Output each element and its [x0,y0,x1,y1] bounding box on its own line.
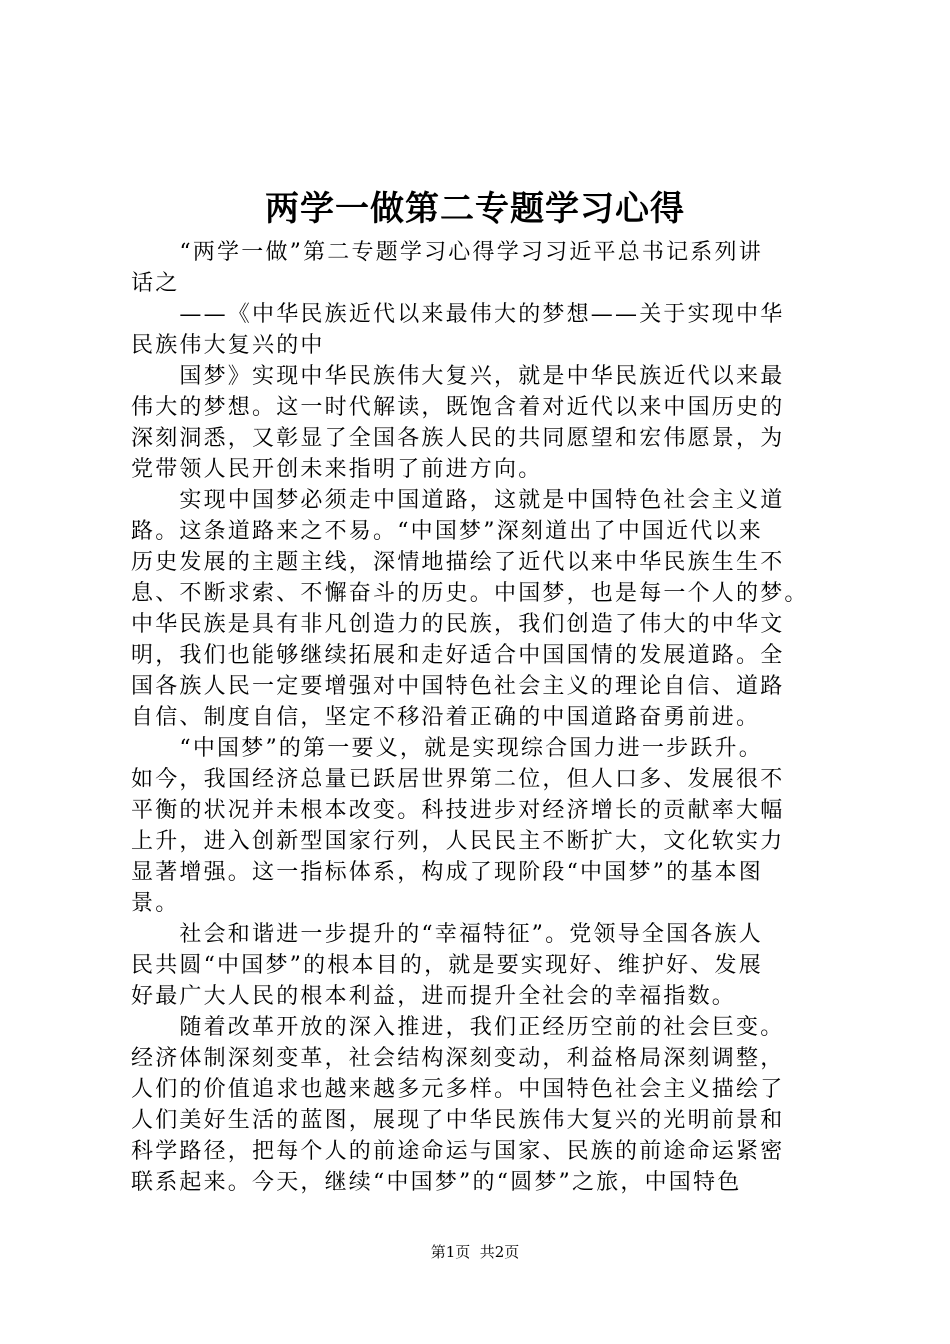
text-line: 深刻洞悉，又彰显了全国各族人民的共同愿望和宏伟愿景，为 [131,426,785,451]
text-line: “中国梦”的第一要义，就是实现综合国力进一步跃升。 [131,736,763,761]
text-line: 中华民族是具有非凡创造力的民族，我们创造了伟大的中华文 [131,612,785,637]
text-line: 经济体制深刻变革，社会结构深刻变动，利益格局深刻调整， [131,1046,785,1071]
text-line: ——《中华民族近代以来最伟大的梦想——关于实现中华 [131,302,785,327]
text-line: “两学一做”第二专题学习心得学习习近平总书记系列讲 [131,240,763,265]
text-line: 话之 [131,271,180,296]
text-line: 上升，进入创新型国家行列，人民民主不断扩大，文化软实力 [131,829,785,854]
text-line: 显著增强。这一指标体系，构成了现阶段“中国梦”的基本图 [131,860,763,885]
document-body [131,237,831,1198]
text-line: 息、不断求索、不懈奋斗的历史。中国梦，也是每一个人的梦。 [131,581,809,606]
text-line: 民族伟大复兴的中 [131,333,325,358]
text-line: 科学路径，把每个人的前途命运与国家、民族的前途命运紧密 [131,1139,785,1164]
text-line: 民共圆“中国梦”的根本目的，就是要实现好、维护好、发展 [131,953,763,978]
page-footer: 第1页 共2页 [430,1243,520,1261]
text-line: 国各族人民一定要增强对中国特色社会主义的理论自信、道路 [131,674,785,699]
text-line: 路。这条道路来之不易。“中国梦”深刻道出了中国近代以来 [131,519,763,544]
text-line: 好最广大人民的根本利益，进而提升全社会的幸福指数。 [131,984,737,1009]
text-line: 社会和谐进一步提升的“幸福特征”。党领导全国各族人 [131,922,763,947]
text-line: 如今，我国经济总量已跃居世界第二位，但人口多、发展很不 [131,767,785,792]
text-line: 人们的价值追求也越来越多元多样。中国特色社会主义描绘了 [131,1077,785,1102]
text-line: 明，我们也能够继续拓展和走好适合中国国情的发展道路。全 [131,643,785,668]
text-line: 伟大的梦想。这一时代解读，既饱含着对近代以来中国历史的 [131,395,785,420]
text-line: 联系起来。今天，继续“中国梦”的“圆梦”之旅，中国特色 [131,1170,742,1195]
text-line: 自信、制度自信，坚定不移沿着正确的中国道路奋勇前进。 [131,705,761,730]
text-line: 景。 [131,891,180,916]
text-line: 人们美好生活的蓝图，展现了中华民族伟大复兴的光明前景和 [131,1108,785,1133]
text-line: 历史发展的主题主线，深情地描绘了近代以来中华民族生生不 [131,550,785,575]
text-line: 国梦》实现中华民族伟大复兴，就是中华民族近代以来最 [131,364,785,389]
text-line: 平衡的状况并未根本改变。科技进步对经济增长的贡献率大幅 [131,798,785,823]
text-line: 随着改革开放的深入推进，我们正经历空前的社会巨变。 [131,1015,785,1040]
text-line: 党带领人民开创未来指明了前进方向。 [131,457,543,482]
document-title: 两学一做第二专题学习心得 [265,189,685,229]
text-line: 实现中国梦必须走中国道路，这就是中国特色社会主义道 [131,488,785,513]
